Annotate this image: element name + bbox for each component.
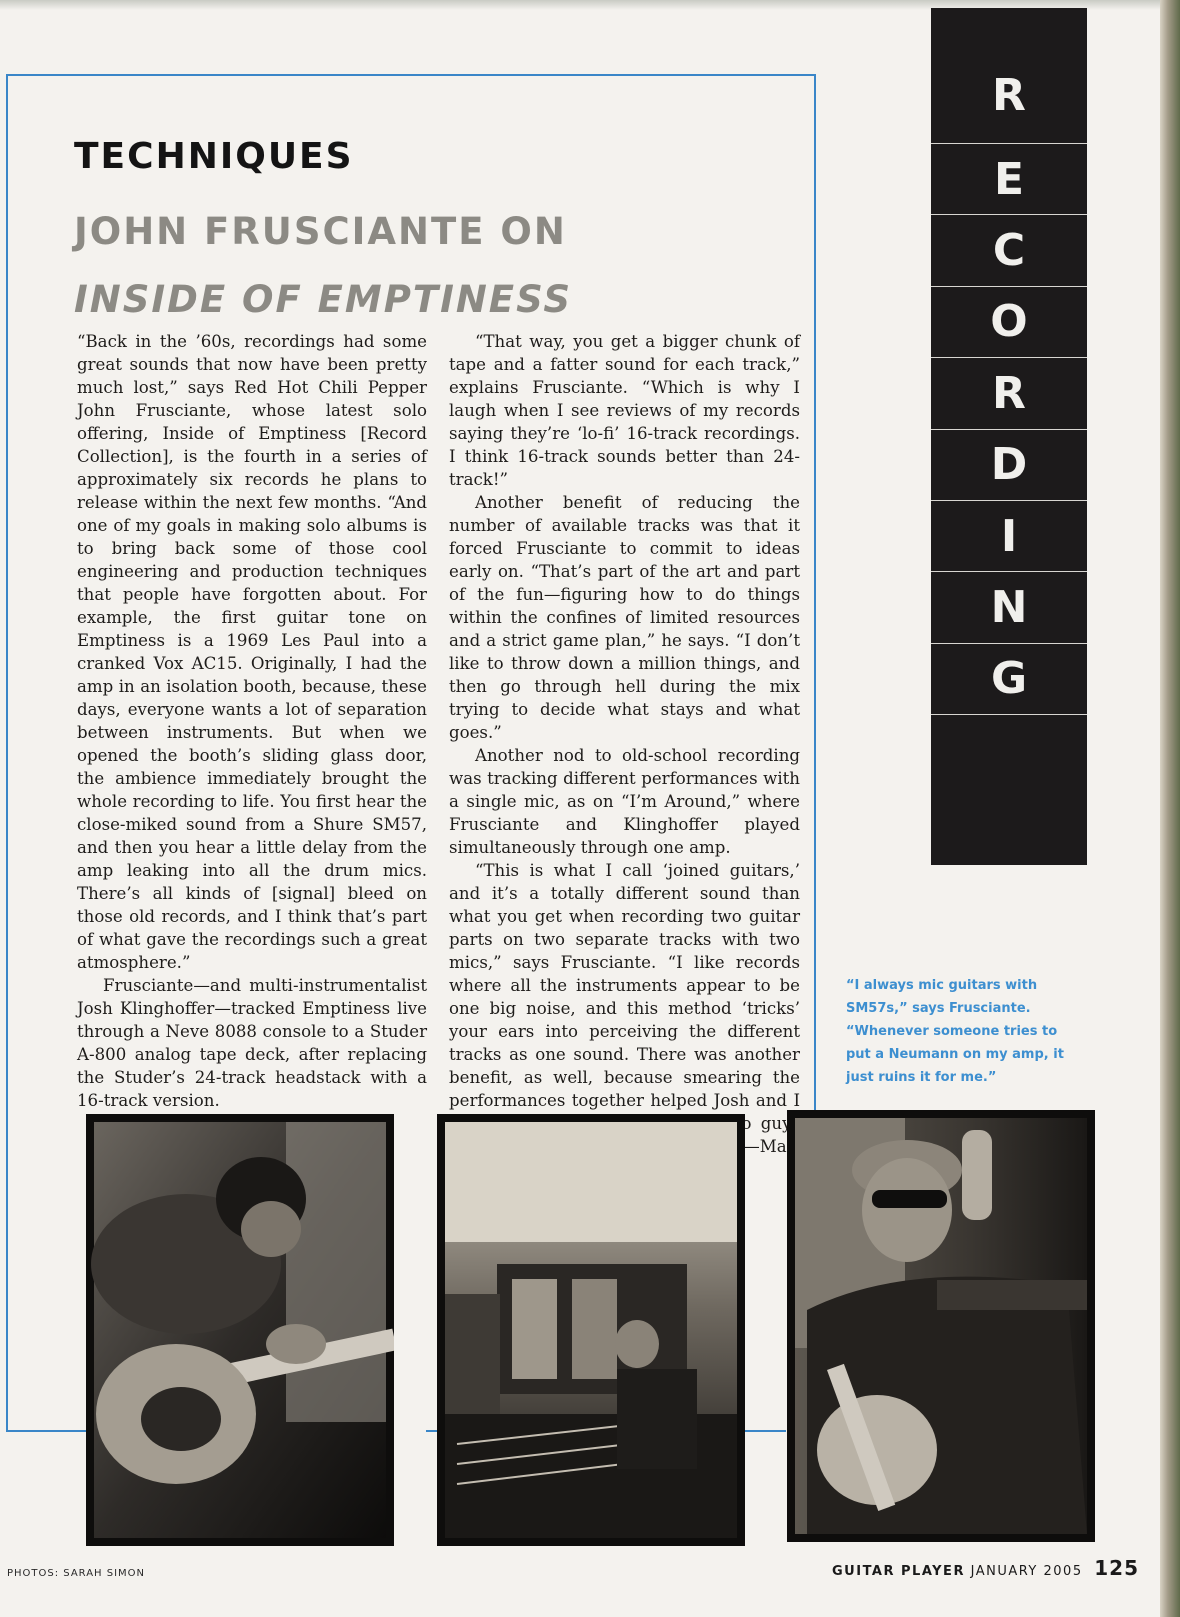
facing-page-edge xyxy=(1160,0,1180,1617)
issue-date: JANUARY 2005 xyxy=(970,1564,1083,1579)
photo-caption: “I always mic guitars with SM57s,” says Frusciante. “Whenever someone tries to put a Neumann on my amp, it just ruins it for me.” xyxy=(846,978,1064,1085)
recording-sidebar xyxy=(931,8,1087,865)
sidebar-letter: C xyxy=(931,215,1087,286)
sidebar-letter: R xyxy=(931,8,1087,144)
sidebar-letter: R xyxy=(931,358,1087,429)
sidebar-letter: I xyxy=(931,501,1087,572)
article-column-1 xyxy=(77,330,427,1112)
sidebar-letter: E xyxy=(931,144,1087,215)
frame-bottom-segment xyxy=(6,1430,86,1432)
page-number: 125 xyxy=(1094,1556,1139,1580)
headline-line-1: JOHN FRUSCIANTE ON xyxy=(74,210,567,253)
photo-credit: PHOTOS: SARAH SIMON xyxy=(7,1568,146,1579)
article-headline xyxy=(74,198,774,334)
photo-studio-console xyxy=(437,1114,745,1546)
paragraph: “This is what I call ‘joined guitars,’ and it’s a totally different sound than what you get when recording two guitar parts on two separate tracks with two mics,” says Frusciante. “I like records where all the instruments appear to be one big noise, and this method ‘tricks’ your ears into perceiving the different tracks as one sound. There was another benefit, as well, because smearing the performances together helped Josh and I guys xyxy=(449,861,800,1133)
paragraph: Another benefit of reducing the number of available tracks was that it forced Frusciante to commit to ideas early on. “That’s part of the art and part of the fun—figuring how to do things within the confines of limited resources and a strict game plan,” he says. “I don’t like to throw down a million things, and then go through hell during the mix trying to decide what stays and what goes.” xyxy=(449,493,800,742)
sidebar-letter: G xyxy=(931,644,1087,715)
paragraph: Another nod to old-school recording was tracking different performances with a single mic, as on “I’m Around,” where Frusciante and Klinghoffer played simultaneously through one amp. xyxy=(449,746,800,857)
photo-guitarist-playing xyxy=(86,1114,394,1546)
frame-bottom-segment xyxy=(744,1430,786,1432)
sidebar-letter: D xyxy=(931,430,1087,501)
paragraph: “That way, you get a bigger chunk of tape and a fatter sound for each track,” explains Frusciante. “Which is why I laugh when I see reviews of my records saying they’re ‘lo-fi’ 16-track recordings. I think 16-track sounds better than 24-track!” xyxy=(449,332,800,489)
sidebar-letter: O xyxy=(931,287,1087,358)
headline-line-2: INSIDE OF EMPTINESS xyxy=(74,278,573,321)
article-column-2 xyxy=(449,330,800,1181)
paragraph: Frusciante—and multi-instrumentalist Josh Klinghoffer—tracked Emptiness live through a Neve 8088 console to a Studer A-800 analog tape deck, after replacing the Studer’s 24-track headstack with a 16-track version. xyxy=(77,976,427,1110)
sidebar-letter: N xyxy=(931,572,1087,643)
magazine-name: GUITAR PLAYER xyxy=(832,1564,965,1579)
section-label: TECHNIQUES xyxy=(74,136,354,177)
page-footer xyxy=(832,1556,1139,1580)
paragraph: “Back in the ’60s, recordings had some great sounds that now have been pretty much lost,” says Red Hot Chili Pepper John Frusciante, whose latest solo offering, Inside of Emptiness [Record Collection], is the fourth in a series of approximately six records he plans to release within the next few months. “And one of my goals in making solo albums is to bring back some of those cool engineering and production techniques that people have forgotten about. For example, the first guitar tone on Emptiness is a 1969 Les Paul into a cranked Vox AC15. Originally, I had the amp in an isolation booth, because, these days, everyone wants a lot of separation between instruments. But when we opened the booth’s sliding glass door, the ambience immediately brought the whole recording to life. You first hear the close-miked sound from a Shure SM57, and then you hear a little delay from the amp leaking into all the drum mics. There’s all kinds of [signal] bleed on those old records, and I think that’s part of what gave the recordings such a great atmosphere.” xyxy=(77,332,427,972)
photo-guitarist-headphones xyxy=(787,1110,1095,1542)
